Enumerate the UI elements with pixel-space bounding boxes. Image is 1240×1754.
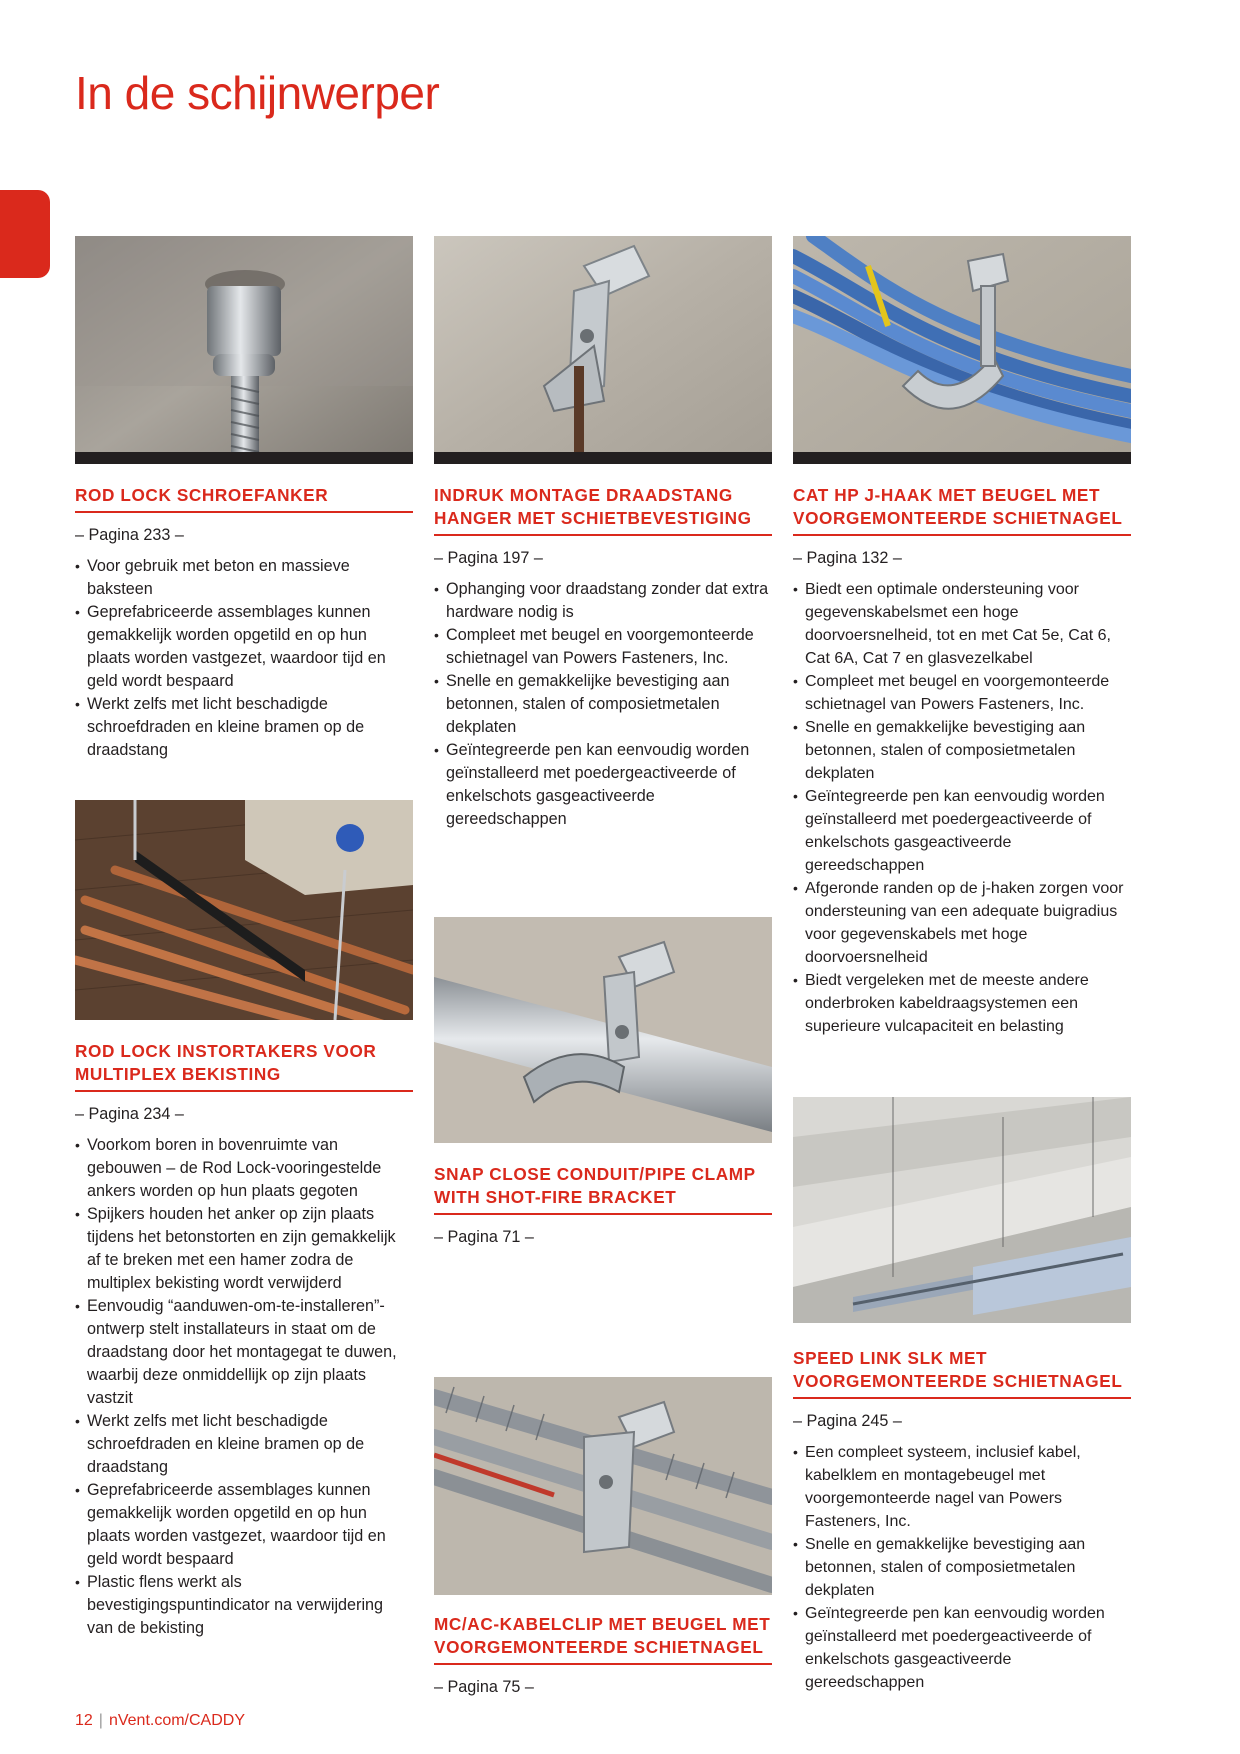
- product-title: MC/AC-KABELCLIP MET BEUGEL MET VOORGEMONTEERDE SCHIETNAGEL: [434, 1613, 772, 1665]
- page-reference: – Pagina 197 –: [434, 549, 543, 567]
- product-snap-close-clamp: [434, 1163, 772, 1257]
- feature-item: • Voor gebruik met beton en massieve baksteen: [75, 555, 413, 601]
- page-reference: – Pagina 71 –: [434, 1228, 534, 1246]
- feature-item: • Snelle en gemakkelijke bevestiging aan betonnen, stalen of composietmetalen dekplaten: [434, 670, 772, 739]
- feature-item: • Geïntegreerde pen kan eenvoudig worden geïnstalleerd met poedergeactiveerde of enkelschots gasgeactiveerde gereedschappen: [793, 785, 1131, 877]
- product-mc-ac-kabelclip: [434, 1613, 772, 1707]
- j-hook-cables-photo: [793, 236, 1131, 464]
- product-title: CAT HP J-HAAK MET BEUGEL MET VOORGEMONTEERDE SCHIETNAGEL: [793, 484, 1131, 536]
- feature-item: • Geïntegreerde pen kan eenvoudig worden geïnstalleerd met poedergeactiveerde of enkelschots gasgeactiveerde gereedschappen: [793, 1602, 1131, 1694]
- feature-item: • Plastic flens werkt als bevestigingspuntindicator na verwijdering van de bekisting: [75, 1571, 413, 1640]
- product-speed-link-slk: [793, 1347, 1131, 1694]
- product-title: ROD LOCK INSTORTAKERS VOOR MULTIPLEX BEKISTING: [75, 1040, 413, 1092]
- page-reference: – Pagina 132 –: [793, 549, 902, 567]
- feature-item: • Eenvoudig “aanduwen-om-te-installeren”-ontwerp stelt installateurs in staat om de draadstang door het montagegat te duwen, waarbij deze onmiddellijk op zijn plaats vastzit: [75, 1295, 413, 1410]
- feature-item: • Werkt zelfs met licht beschadigde schroefdraden en kleine bramen op de draadstang: [75, 693, 413, 762]
- feature-item: • Ophanging voor draadstang zonder dat extra hardware nodig is: [434, 578, 772, 624]
- footer-separator: |: [98, 1712, 103, 1729]
- page-reference: – Pagina 233 –: [75, 526, 184, 544]
- feature-list: [75, 1134, 413, 1640]
- product-cat-hp-j-haak: [793, 484, 1131, 1038]
- feature-item: • Biedt een optimale ondersteuning voor gegevenskabelsmet een hoge doorvoersnelheid, tot en met Cat 5e, Cat 6, Cat 6A, Cat 7 en glasvezelkabel: [793, 578, 1131, 670]
- feature-item: • Een compleet systeem, inclusief kabel, kabelklem en montagebeugel met voorgemonteerde nagel van Powers Fasteners, Inc.: [793, 1441, 1131, 1533]
- feature-item: • Compleet met beugel en voorgemonteerde schietnagel van Powers Fasteners, Inc.: [793, 670, 1131, 716]
- rod-lock-copper-pipes-photo: [75, 800, 413, 1020]
- product-rod-lock-schroefanker: [75, 484, 413, 762]
- product-title: SNAP CLOSE CONDUIT/PIPE CLAMP WITH SHOT-FIRE BRACKET: [434, 1163, 772, 1215]
- feature-list: [75, 555, 413, 762]
- feature-item: • Biedt vergeleken met de meeste andere onderbroken kabeldraagsystemen een superieure vulcapaciteit en belasting: [793, 969, 1131, 1038]
- feature-item: • Geprefabriceerde assemblages kunnen gemakkelijk worden opgetild en op hun plaats worden vastgezet, waardoor tijd en geld wordt bespaard: [75, 1479, 413, 1571]
- feature-item: • Compleet met beugel en voorgemonteerde schietnagel van Powers Fasteners, Inc.: [434, 624, 772, 670]
- product-rod-lock-instortakers: [75, 1040, 413, 1640]
- mc-ac-cable-clip-photo: [434, 1377, 772, 1595]
- page-reference: – Pagina 234 –: [75, 1105, 184, 1123]
- section-tab-marker: [0, 190, 50, 278]
- rod-hanger-bracket-photo: [434, 236, 772, 464]
- feature-item: • Snelle en gemakkelijke bevestiging aan betonnen, stalen of composietmetalen dekplaten: [793, 1533, 1131, 1602]
- product-indruk-montage-hanger: [434, 484, 772, 831]
- product-title: ROD LOCK SCHROEFANKER: [75, 484, 413, 513]
- feature-item: • Snelle en gemakkelijke bevestiging aan betonnen, stalen of composietmetalen dekplaten: [793, 716, 1131, 785]
- feature-item: • Voorkom boren in bovenruimte van gebouwen – de Rod Lock-vooringestelde ankers worden op hun plaats gegoten: [75, 1134, 413, 1203]
- speed-link-cable-tray-photo: [793, 1097, 1131, 1323]
- page-title: In de schijnwerper: [75, 67, 440, 119]
- product-title: SPEED LINK SLK MET VOORGEMONTEERDE SCHIETNAGEL: [793, 1347, 1131, 1399]
- page-footer: [75, 1712, 245, 1730]
- feature-item: • Geprefabriceerde assemblages kunnen gemakkelijk worden opgetild en op hun plaats worden vastgezet, waardoor tijd en geld wordt bespaard: [75, 601, 413, 693]
- feature-list: [434, 578, 772, 831]
- feature-item: • Afgeronde randen op de j-haken zorgen voor ondersteuning van een adequate buigradius voor gegevenskabels met hoge doorvoersnelheid: [793, 877, 1131, 969]
- page-number: 12: [75, 1712, 93, 1729]
- product-title: INDRUK MONTAGE DRAADSTANG HANGER MET SCHIETBEVESTIGING: [434, 484, 772, 536]
- feature-item: • Spijkers houden het anker op zijn plaats tijdens het betonstorten en zijn gemakkelijk af te breken met een hamer zodra de multiplex bekisting wordt verwijderd: [75, 1203, 413, 1295]
- feature-item: • Geïntegreerde pen kan eenvoudig worden geïnstalleerd met poedergeactiveerde of enkelschots gasgeactiveerde gereedschappen: [434, 739, 772, 831]
- feature-item: • Werkt zelfs met licht beschadigde schroefdraden en kleine bramen op de draadstang: [75, 1410, 413, 1479]
- rod-lock-anchor-photo: [75, 236, 413, 464]
- footer-url-link[interactable]: nVent.com/CADDY: [108, 1712, 246, 1729]
- feature-list: [793, 1441, 1131, 1694]
- feature-list: [793, 578, 1131, 1038]
- page-reference: – Pagina 75 –: [434, 1678, 534, 1696]
- conduit-clamp-photo: [434, 917, 772, 1143]
- page-reference: – Pagina 245 –: [793, 1412, 902, 1430]
